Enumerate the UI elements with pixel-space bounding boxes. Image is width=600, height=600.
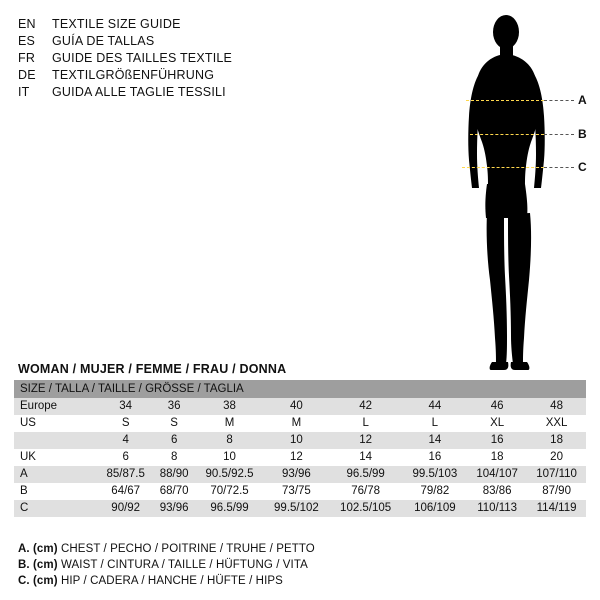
- cell: 10: [195, 449, 264, 466]
- cell: 93/96: [153, 500, 195, 517]
- legend-text: CHEST / PECHO / POITRINE / TRUHE / PETTO: [60, 543, 315, 555]
- cell: 40: [264, 398, 329, 415]
- legend-row: [18, 557, 578, 573]
- measure-guide-c: [462, 167, 544, 168]
- cell: 99.5/102: [264, 500, 329, 517]
- language-code: IT: [18, 85, 30, 99]
- language-row: [18, 33, 318, 50]
- cell: 20: [527, 449, 586, 466]
- language-title: TEXTILE SIZE GUIDE: [52, 17, 181, 31]
- language-title: TEXTILGRÖßENFÜHRUNG: [52, 68, 215, 82]
- row-label: C: [14, 500, 98, 517]
- cell: 90/92: [98, 500, 153, 517]
- cell: 42: [329, 398, 403, 415]
- cell: L: [403, 415, 468, 432]
- measure-leader-a: [544, 100, 574, 101]
- language-title: GUIDA ALLE TAGLIE TESSILI: [52, 85, 226, 99]
- cell: 104/107: [467, 466, 527, 483]
- language-code: EN: [18, 17, 36, 31]
- cell: 16: [403, 449, 468, 466]
- cell: 83/86: [467, 483, 527, 500]
- table-row: [14, 432, 586, 449]
- cell: 70/72.5: [195, 483, 264, 500]
- legend-key: A. (cm): [18, 543, 58, 555]
- cell: 87/90: [527, 483, 586, 500]
- body-figure: [430, 8, 600, 378]
- cell: S: [153, 415, 195, 432]
- cell: 96.5/99: [195, 500, 264, 517]
- cell: 38: [195, 398, 264, 415]
- table-row: [14, 415, 586, 432]
- cell: 96.5/99: [329, 466, 403, 483]
- cell: 8: [153, 449, 195, 466]
- language-title: GUÍA DE TALLAS: [52, 34, 155, 48]
- legend-key: C. (cm): [18, 575, 58, 587]
- table-header-label: SIZE / TALLA / TAILLE / GRÖSSE / TAGLIA: [14, 380, 586, 398]
- row-label: US: [14, 415, 98, 432]
- cell: 107/110: [527, 466, 586, 483]
- cell: 16: [467, 432, 527, 449]
- cell: 12: [264, 449, 329, 466]
- cell: 44: [403, 398, 468, 415]
- cell: 12: [329, 432, 403, 449]
- language-code: ES: [18, 34, 36, 48]
- table-header-row: [14, 380, 586, 398]
- language-code: DE: [18, 68, 36, 82]
- legend-row: [18, 541, 578, 557]
- table-row: [14, 483, 586, 500]
- language-row: [18, 84, 318, 101]
- row-label: B: [14, 483, 98, 500]
- cell: 114/119: [527, 500, 586, 517]
- table-row: [14, 466, 586, 483]
- female-silhouette-icon: [430, 8, 600, 378]
- legend-text: HIP / CADERA / HANCHE / HÜFTE / HIPS: [60, 575, 283, 587]
- row-label: UK: [14, 449, 98, 466]
- cell: 93/96: [264, 466, 329, 483]
- measure-leader-c: [544, 167, 574, 168]
- cell: 64/67: [98, 483, 153, 500]
- size-table: [14, 380, 586, 517]
- table-row: [14, 449, 586, 466]
- cell: 6: [153, 432, 195, 449]
- language-code: FR: [18, 51, 36, 65]
- cell: 36: [153, 398, 195, 415]
- cell: 14: [403, 432, 468, 449]
- cell: 10: [264, 432, 329, 449]
- cell: 106/109: [403, 500, 468, 517]
- cell: 102.5/105: [329, 500, 403, 517]
- cell: 6: [98, 449, 153, 466]
- cell: L: [329, 415, 403, 432]
- cell: 110/113: [467, 500, 527, 517]
- cell: M: [195, 415, 264, 432]
- measure-label-a: A: [578, 93, 587, 107]
- legend-row: [18, 573, 578, 589]
- language-title: GUIDE DES TAILLES TEXTILE: [52, 51, 233, 65]
- measure-label-c: C: [578, 160, 587, 174]
- cell: 73/75: [264, 483, 329, 500]
- cell: 99.5/103: [403, 466, 468, 483]
- cell: XXL: [527, 415, 586, 432]
- cell: M: [264, 415, 329, 432]
- cell: 34: [98, 398, 153, 415]
- table-row: [14, 398, 586, 415]
- cell: 4: [98, 432, 153, 449]
- measure-leader-b: [544, 134, 574, 135]
- cell: 8: [195, 432, 264, 449]
- cell: 85/87.5: [98, 466, 153, 483]
- language-row: [18, 16, 318, 33]
- cell: S: [98, 415, 153, 432]
- measure-guide-b: [470, 134, 544, 135]
- gender-title: WOMAN / MUJER / FEMME / FRAU / DONNA: [18, 362, 287, 376]
- cell: 79/82: [403, 483, 468, 500]
- language-title-list: [18, 16, 318, 101]
- language-row: [18, 67, 318, 84]
- cell: 76/78: [329, 483, 403, 500]
- cell: 88/90: [153, 466, 195, 483]
- cell: XL: [467, 415, 527, 432]
- cell: 46: [467, 398, 527, 415]
- row-label: A: [14, 466, 98, 483]
- legend-key: B. (cm): [18, 559, 58, 571]
- measure-label-b: B: [578, 127, 587, 141]
- row-label: Europe: [14, 398, 98, 415]
- cell: 48: [527, 398, 586, 415]
- measure-guide-a: [466, 100, 544, 101]
- measurement-legend: [18, 541, 578, 589]
- legend-text: WAIST / CINTURA / TAILLE / HÜFTUNG / VITA: [60, 559, 308, 571]
- cell: 18: [527, 432, 586, 449]
- cell: 68/70: [153, 483, 195, 500]
- cell: 18: [467, 449, 527, 466]
- cell: 90.5/92.5: [195, 466, 264, 483]
- cell: 14: [329, 449, 403, 466]
- row-label: [14, 432, 98, 449]
- language-row: [18, 50, 318, 67]
- table-row: [14, 500, 586, 517]
